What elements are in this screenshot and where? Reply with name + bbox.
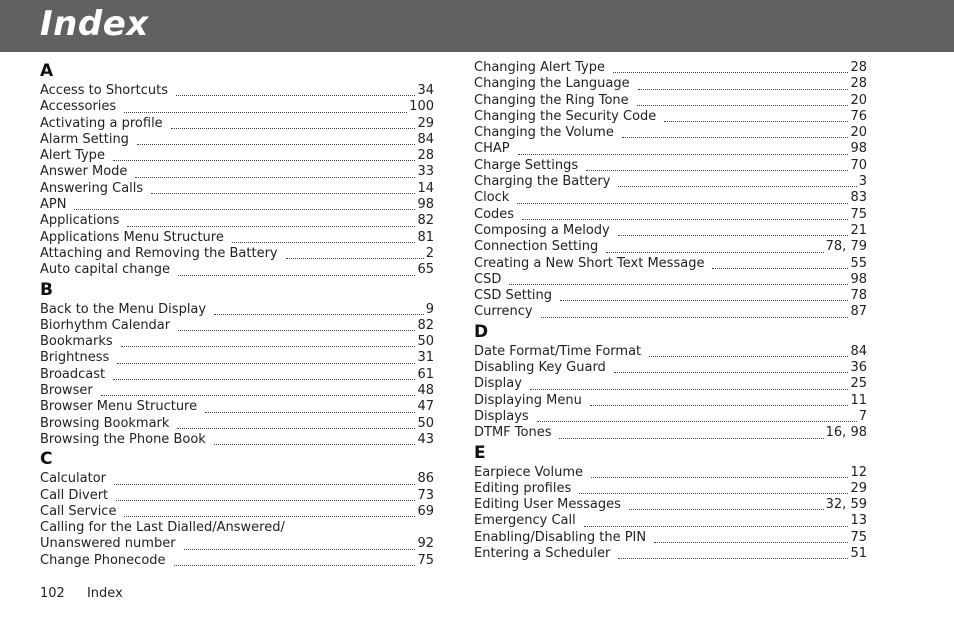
page-reference: 2: [425, 245, 434, 261]
index-entry: [474, 530, 867, 546]
dot-leader: [116, 499, 415, 501]
index-entry: [474, 207, 867, 223]
dot-leader: [114, 483, 415, 485]
page-reference: 20: [850, 125, 867, 141]
index-term: Calling for the Last Dialled/Answered/: [40, 520, 285, 536]
index-entry: [40, 302, 434, 318]
index-entry: [474, 239, 867, 255]
index-term: DTMF Tones: [474, 425, 552, 441]
index-column-right: [474, 60, 867, 562]
dot-leader: [613, 71, 849, 73]
index-term: Back to the Menu Display: [40, 301, 207, 317]
index-entry: [40, 181, 434, 197]
index-term: Call Service: [40, 503, 117, 519]
index-term: Broadcast: [40, 366, 106, 382]
index-term: CHAP: [474, 141, 510, 157]
index-entry: [40, 164, 434, 180]
index-term: Applications Menu Structure: [40, 229, 224, 245]
dot-leader: [509, 283, 848, 285]
dot-leader: [232, 241, 416, 243]
page-reference: 73: [417, 487, 434, 503]
page-reference: 81: [417, 229, 434, 245]
page-reference: 92: [417, 536, 434, 552]
index-term: Brightness: [40, 350, 110, 366]
page-reference: 31: [417, 350, 434, 366]
index-entry: [474, 125, 867, 141]
index-entry: [474, 141, 867, 157]
index-entry: [474, 360, 867, 376]
index-term: Display: [474, 376, 522, 392]
dot-leader: [629, 508, 824, 510]
index-entry: [40, 350, 434, 366]
dot-leader: [178, 329, 415, 331]
page-reference: 87: [850, 304, 867, 320]
dot-leader: [712, 267, 848, 269]
index-term: Auto capital change: [40, 262, 170, 278]
index-entry: [474, 393, 867, 409]
index-entry: [474, 256, 867, 272]
index-entry: [474, 465, 867, 481]
page-reference: 50: [417, 334, 434, 350]
page-reference: 47: [417, 399, 434, 415]
index-term: Attaching and Removing the Battery: [40, 245, 278, 261]
dot-leader: [606, 251, 823, 253]
dot-leader: [579, 492, 848, 494]
index-term: Editing profiles: [474, 480, 572, 496]
section-letter: B: [40, 279, 53, 300]
dot-leader: [530, 388, 849, 390]
dot-leader: [517, 202, 848, 204]
dot-leader: [638, 88, 849, 90]
page-reference: 14: [417, 180, 434, 196]
page-reference: 13: [850, 513, 867, 529]
page-reference: 28: [417, 148, 434, 164]
page-reference: 75: [850, 206, 867, 222]
index-entry: [474, 158, 867, 174]
index-term: Browser Menu Structure: [40, 399, 198, 415]
index-term: Calculator: [40, 471, 107, 487]
dot-leader: [74, 208, 415, 210]
page-reference: 82: [417, 213, 434, 229]
header-banner: [0, 0, 954, 52]
index-entry: [40, 197, 434, 213]
page-reference: 32, 59: [825, 497, 867, 513]
index-term: Emergency Call: [474, 513, 576, 529]
index-entry: [40, 262, 434, 278]
dot-leader: [586, 169, 848, 171]
page-reference: 29: [417, 115, 434, 131]
dot-leader: [137, 143, 416, 145]
page-reference: 20: [850, 92, 867, 108]
index-entry: [474, 109, 867, 125]
page-footer: [40, 586, 123, 601]
dot-leader: [664, 120, 848, 122]
dot-leader: [614, 371, 849, 373]
page-reference: 51: [850, 546, 867, 562]
dot-leader: [618, 557, 848, 559]
dot-leader: [637, 104, 849, 106]
index-entry: [474, 223, 867, 239]
dot-leader: [214, 313, 424, 315]
dot-leader: [101, 394, 416, 396]
index-entry: [40, 504, 434, 520]
index-entry: [474, 288, 867, 304]
index-entry: [474, 76, 867, 92]
dot-leader: [178, 274, 416, 276]
page-reference: 98: [850, 271, 867, 287]
index-term: Browsing Bookmark: [40, 415, 170, 431]
page-reference: 84: [850, 343, 867, 359]
section-letter: E: [474, 442, 486, 463]
dot-leader: [618, 185, 856, 187]
page-reference: 12: [850, 464, 867, 480]
index-term: Call Divert: [40, 487, 109, 503]
dot-leader: [184, 548, 416, 550]
page-reference: 75: [417, 552, 434, 568]
page-reference: 3: [858, 174, 867, 190]
index-entry: [40, 230, 434, 246]
index-entry: [474, 93, 867, 109]
index-term: Creating a New Short Text Message: [474, 255, 705, 271]
index-entry: [40, 383, 434, 399]
page-reference: 28: [850, 60, 867, 75]
index-term: Unanswered number: [40, 536, 176, 552]
index-term: Browsing the Phone Book: [40, 431, 206, 447]
dot-leader: [127, 225, 415, 227]
page-reference: 69: [417, 503, 434, 519]
page-reference: 83: [850, 190, 867, 206]
index-term: Browser: [40, 383, 93, 399]
index-term: Access to Shortcuts: [40, 83, 168, 98]
dot-leader: [176, 94, 415, 96]
index-column-left: [40, 60, 434, 569]
dot-leader: [171, 127, 416, 129]
page-title: Index: [40, 4, 149, 44]
index-entry: [40, 83, 434, 99]
page-reference: 25: [850, 376, 867, 392]
dot-leader: [117, 362, 415, 364]
index-term: Earpiece Volume: [474, 464, 584, 480]
page-reference: 33: [417, 164, 434, 180]
index-term: CSD Setting: [474, 288, 553, 304]
index-entry: [40, 536, 434, 552]
index-entry: [474, 546, 867, 562]
page-reference: 9: [425, 301, 434, 317]
dot-leader: [560, 299, 848, 301]
index-entry: [40, 116, 434, 132]
index-term: Currency: [474, 304, 533, 320]
page-reference: 82: [417, 317, 434, 333]
index-term: Connection Setting: [474, 239, 599, 255]
page-reference: 100: [409, 99, 434, 115]
index-entry: [474, 190, 867, 206]
page-reference: 28: [850, 76, 867, 92]
index-term: Answer Mode: [40, 164, 128, 180]
index-entry: [40, 246, 434, 262]
page-reference: 61: [417, 366, 434, 382]
index-term: Composing a Melody: [474, 222, 610, 238]
index-term: Accessories: [40, 99, 117, 115]
index-term: Codes: [474, 206, 515, 222]
index-entry: [474, 60, 867, 76]
index-term: CSD: [474, 271, 502, 287]
dot-leader: [649, 355, 848, 357]
index-term: Clock: [474, 190, 510, 206]
index-term: Charge Settings: [474, 157, 579, 173]
dot-leader: [124, 111, 407, 113]
index-entry: [40, 399, 434, 415]
dot-leader: [654, 541, 848, 543]
dot-leader: [205, 411, 415, 413]
dot-leader: [618, 234, 849, 236]
index-entry: [40, 416, 434, 432]
index-entry: [474, 304, 867, 320]
dot-leader: [214, 443, 416, 445]
section-letter: A: [40, 61, 54, 81]
index-term: Alarm Setting: [40, 131, 129, 147]
index-entry: [40, 334, 434, 350]
index-term: Changing the Volume: [474, 125, 614, 141]
index-entry: [474, 376, 867, 392]
index-entry: [474, 409, 867, 425]
page-reference: 65: [417, 262, 434, 278]
index-entry: [40, 520, 434, 536]
dot-leader: [541, 316, 849, 318]
page-reference: 78, 79: [825, 239, 867, 255]
page-reference: 29: [850, 480, 867, 496]
footer-label: Index: [86, 586, 123, 601]
index-entry: [40, 488, 434, 504]
index-term: Date Format/Time Format: [474, 343, 642, 359]
page-reference: 75: [850, 529, 867, 545]
index-entry: [474, 425, 867, 441]
index-term: Answering Calls: [40, 180, 144, 196]
index-term: Biorhythm Calendar: [40, 317, 171, 333]
dot-leader: [622, 136, 849, 138]
page-number: 102: [40, 586, 65, 601]
index-entry: [474, 344, 867, 360]
dot-leader: [151, 192, 415, 194]
index-entry: [40, 318, 434, 334]
dot-leader: [113, 159, 416, 161]
page-reference: 7: [858, 408, 867, 424]
page-reference: 21: [850, 222, 867, 238]
dot-leader: [584, 525, 849, 527]
page-reference: 34: [417, 83, 434, 98]
index-term: Changing Alert Type: [474, 60, 605, 75]
page-reference: 84: [417, 131, 434, 147]
dot-leader: [124, 515, 415, 517]
index-entry: [40, 471, 434, 487]
dot-leader: [135, 176, 415, 178]
index-term: Displaying Menu: [474, 392, 582, 408]
dot-leader: [522, 218, 848, 220]
dot-leader: [174, 564, 416, 566]
index-term: Changing the Security Code: [474, 108, 657, 124]
index-term: Enabling/Disabling the PIN: [474, 529, 647, 545]
index-term: Entering a Scheduler: [474, 546, 611, 562]
index-term: Changing the Ring Tone: [474, 92, 629, 108]
index-entry: [40, 99, 434, 115]
index-term: Change Phonecode: [40, 552, 166, 568]
page-reference: 43: [417, 431, 434, 447]
dot-leader: [113, 378, 415, 380]
index-entry: [40, 367, 434, 383]
index-entry: [40, 132, 434, 148]
index-entry: [40, 553, 434, 569]
index-entry: [474, 497, 867, 513]
dot-leader: [286, 257, 424, 259]
index-entry: [474, 481, 867, 497]
dot-leader: [559, 437, 823, 439]
page-reference: 55: [850, 255, 867, 271]
index-entry: [474, 174, 867, 190]
index-term: APN: [40, 197, 67, 213]
index-term: Bookmarks: [40, 334, 113, 350]
page-reference: 36: [850, 360, 867, 376]
dot-leader: [177, 427, 415, 429]
index-entry: [40, 432, 434, 448]
index-term: Applications: [40, 213, 120, 229]
section-letter: C: [40, 449, 53, 470]
index-term: Changing the Language: [474, 76, 630, 92]
index-term: Disabling Key Guard: [474, 360, 606, 376]
index-term: Charging the Battery: [474, 174, 611, 190]
page-reference: 86: [417, 471, 434, 487]
index-term: Displays: [474, 408, 529, 424]
index-entry: [474, 272, 867, 288]
dot-leader: [518, 153, 849, 155]
index-term: Activating a profile: [40, 115, 163, 131]
dot-leader: [121, 345, 416, 347]
dot-leader: [537, 420, 857, 422]
dot-leader: [591, 476, 848, 478]
index-entry: [40, 148, 434, 164]
page-reference: 98: [417, 197, 434, 213]
index-entry: [40, 213, 434, 229]
section-letter: D: [474, 321, 489, 342]
index-term: Editing User Messages: [474, 497, 621, 513]
dot-leader: [590, 404, 849, 406]
page-reference: 70: [850, 157, 867, 173]
index-entry: [474, 513, 867, 529]
page-reference: 76: [850, 108, 867, 124]
page-reference: 50: [417, 415, 434, 431]
index-term: Alert Type: [40, 148, 105, 164]
page-reference: 11: [850, 392, 867, 408]
page-reference: 98: [850, 141, 867, 157]
page-reference: 78: [850, 288, 867, 304]
page-reference: 16, 98: [825, 425, 867, 441]
page-reference: 48: [417, 383, 434, 399]
